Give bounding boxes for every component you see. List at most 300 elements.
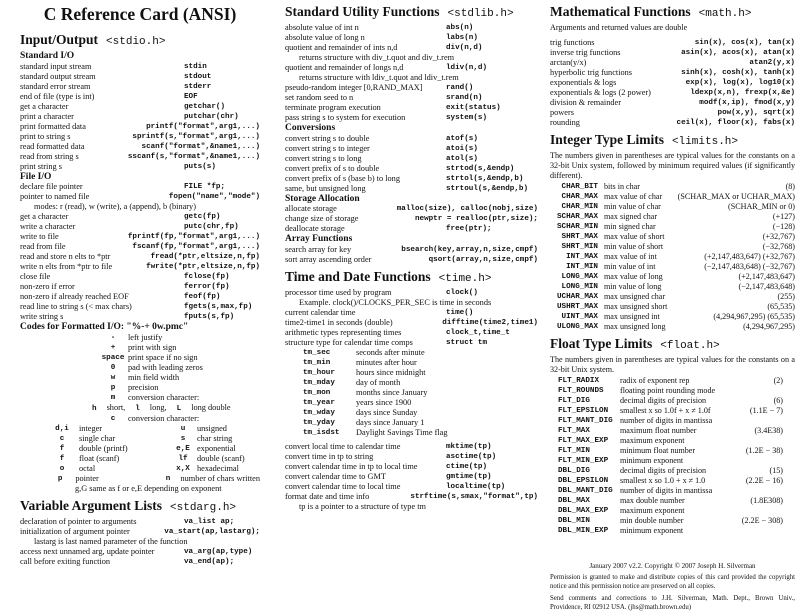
limit-value — [783, 386, 795, 396]
float-limit-row — [550, 496, 795, 506]
row-description: read and store n elts to *ptr — [20, 252, 111, 261]
reference-row — [285, 452, 538, 462]
row-code: puts(s) — [184, 162, 216, 171]
reference-row — [20, 92, 260, 102]
reference-row — [20, 102, 260, 112]
row-code: putchar(chr) — [184, 112, 239, 121]
reference-row — [550, 78, 795, 88]
row-code: fopen("name","mode") — [168, 193, 260, 201]
limit-description: floating point rounding mode — [620, 386, 716, 395]
conversion-description: number of chars written — [180, 473, 260, 483]
limit-value: (4,294,967,295) — [743, 322, 795, 331]
section-title: Time and Date Functions — [285, 268, 431, 284]
limit-value: (2.2E − 16) — [745, 476, 783, 485]
row-description: processor time used by program — [285, 287, 392, 297]
reference-row — [285, 63, 538, 73]
row-code: atan2(y,x) — [749, 59, 795, 67]
copyright-line: January 2007 v2.2. Copyright © 2007 Joseph H. Silverman — [589, 562, 756, 570]
row-description: pseudo-random integer [0,RAND_MAX] — [285, 83, 423, 92]
format-flag-row — [20, 353, 260, 363]
reference-row — [285, 288, 538, 298]
row-description: absolute value of int n — [285, 23, 359, 32]
row-code: qsort(array,n,size,cmpf) — [428, 255, 538, 264]
row-description: convert time in tp to string — [285, 451, 374, 461]
reference-row — [20, 192, 260, 202]
reference-row — [285, 23, 538, 33]
conversion-char: u — [180, 424, 186, 433]
format-flag-row — [20, 363, 260, 373]
length-modifier: L — [176, 404, 182, 413]
column-left — [20, 0, 260, 567]
row-description: call before exiting function — [20, 556, 111, 566]
row-code: free(ptr); — [446, 225, 492, 233]
flag-description: pad with leading zeros — [128, 362, 203, 372]
row-description: convert calendar time to local time — [285, 481, 401, 491]
row-description: convert local time to calendar time — [285, 441, 401, 451]
reference-row — [550, 58, 795, 68]
row-description: print to string s — [20, 131, 71, 141]
flag-symbol: w — [110, 373, 116, 382]
format-flag-row — [20, 414, 260, 424]
tm-field-name: tm_yday — [303, 418, 335, 427]
row-description: declare file pointer — [20, 182, 83, 191]
limit-description: min double number — [620, 516, 684, 525]
row-description: structure type for calendar time comps — [285, 337, 413, 347]
reference-row — [550, 108, 795, 118]
limit-row — [550, 322, 795, 332]
row-code: system(s) — [446, 114, 488, 122]
row-code: newptr = realloc(ptr,size); — [414, 215, 538, 223]
limit-description: smallest x so 1.0 + x ≠ 1.0 — [620, 476, 706, 485]
limit-constant: CHAR_BIT — [561, 183, 598, 191]
row-description: absolute value of long n — [285, 33, 365, 42]
tm-field-description: months since January — [356, 387, 428, 397]
row-description: write n elts from *ptr to file — [20, 262, 113, 271]
limit-constant: FLT_MANT_DIG — [558, 417, 613, 425]
limit-constant: ULONG_MAX — [556, 323, 598, 331]
section-heading — [550, 132, 795, 148]
row-description: convert prefix of s to double — [285, 163, 380, 173]
reference-row — [20, 557, 260, 567]
row-code: difftime(time2,time1) — [442, 318, 538, 327]
limit-value — [783, 416, 795, 426]
conversion-description: double (scanf) — [197, 453, 245, 463]
conversion-description: unsigned — [197, 423, 227, 433]
reference-row — [20, 547, 260, 557]
row-description: close file — [20, 272, 51, 281]
limit-constant: DBL_EPSILON — [558, 477, 609, 485]
reference-row — [20, 262, 260, 272]
reference-row — [285, 224, 538, 234]
limit-description: max value of int — [604, 252, 657, 261]
reference-row — [285, 134, 538, 144]
limit-description: smallest x so 1.0f + x ≠ 1.0f — [620, 406, 711, 415]
reference-row — [20, 312, 260, 322]
tm-field-name: tm_mday — [303, 378, 335, 387]
float-limit-row — [550, 526, 795, 536]
reference-row — [285, 338, 538, 348]
tm-field-row — [285, 358, 538, 368]
row-description: inverse trig functions — [550, 48, 621, 57]
row-code: strtod(s,&endp) — [446, 164, 515, 173]
row-description: get a character — [20, 101, 69, 111]
conversion-char: d,i — [55, 424, 69, 433]
footer-note: Send comments and corrections to J.H. Silverman, Math. Dept., Brown Univ., Providence, RI 02912 USA. (jhs@math.brown.edu) — [550, 595, 795, 611]
paragraph: Arguments and returned values are double — [550, 23, 688, 32]
row-description: access next unnamed arg, update pointer — [20, 546, 155, 556]
row-code: clock() — [446, 288, 478, 297]
limit-row — [550, 222, 795, 232]
tm-field-description: seconds after minute — [356, 347, 425, 357]
reference-row — [20, 152, 260, 162]
reference-row — [20, 242, 260, 252]
float-limit-row — [550, 516, 795, 526]
row-description: print string s — [20, 161, 62, 171]
reference-row — [285, 184, 538, 194]
reference-row — [285, 43, 538, 53]
section-heading — [285, 4, 538, 20]
row-description: declaration of pointer to arguments — [20, 516, 137, 526]
limit-value — [783, 486, 795, 496]
limit-description: bits in char — [604, 182, 640, 191]
row-code: fscanf(fp,"format",arg1,...) — [132, 243, 260, 251]
limit-description: maximum exponent — [620, 506, 685, 515]
conversion-description: pointer — [75, 473, 99, 483]
flag-symbol: p — [110, 383, 116, 392]
row-code: time() — [446, 308, 474, 317]
conversion-char: p — [57, 474, 63, 483]
limit-description: max value of long — [604, 272, 663, 281]
reference-row — [285, 308, 538, 318]
reference-row — [20, 282, 260, 292]
row-code: localtime(tp) — [446, 482, 506, 491]
subsection-heading: File I/O — [20, 171, 52, 182]
row-description: pointer to named file — [20, 192, 90, 201]
row-code: feof(fp) — [184, 293, 221, 301]
row-description: standard output stream — [20, 71, 96, 81]
row-code: exp(x), log(x), log10(x) — [685, 79, 795, 87]
row-description: arithmetic types representing times — [285, 327, 402, 337]
conversion-char: e,E — [176, 444, 190, 453]
conversion-char: f — [59, 444, 65, 453]
reference-row — [20, 182, 260, 192]
row-code: atol(s) — [446, 154, 478, 163]
tm-field-row — [285, 428, 538, 438]
reference-row — [550, 118, 795, 128]
limit-description: minimum float number — [620, 446, 696, 455]
limit-constant: FLT_DIG — [558, 397, 590, 405]
conversion-char: o — [59, 464, 65, 473]
row-code: fgets(s,max,fp) — [184, 303, 253, 311]
float-limit-row — [550, 436, 795, 446]
flag-description: precision — [128, 382, 159, 392]
limit-row — [550, 182, 795, 192]
tm-field-name: tm_mon — [303, 388, 331, 397]
float-limit-row — [550, 506, 795, 516]
row-code: strtoul(s,&endp,b) — [446, 184, 529, 193]
limit-description: number of digits in mantissa — [620, 416, 713, 425]
limit-value: (1.1E − 7) — [749, 406, 783, 415]
limit-value: (3.4E38) — [754, 426, 783, 435]
reference-row — [285, 93, 538, 103]
limit-description: min value of long — [604, 282, 662, 291]
section-title: Mathematical Functions — [550, 4, 691, 19]
limit-constant: CHAR_MAX — [561, 193, 598, 201]
row-description: hyperbolic trig functions — [550, 68, 633, 77]
length-modifier: long, — [149, 402, 167, 412]
reference-row — [550, 48, 795, 58]
limit-description: max unsigned long — [604, 322, 666, 331]
conversion-description: octal — [79, 463, 96, 473]
float-limit-row — [550, 416, 795, 426]
flag-symbol: 0 — [110, 363, 116, 372]
limit-constant: USHRT_MAX — [556, 303, 598, 311]
reference-row — [285, 214, 538, 224]
limit-value: (1.2E − 38) — [745, 446, 783, 455]
row-description: quotient and remainder of ints n,d — [285, 43, 398, 52]
row-description: print formatted data — [20, 121, 86, 131]
limit-value: (+32,767) — [762, 232, 795, 241]
reference-row — [20, 72, 260, 82]
row-description: terminate program execution — [285, 103, 381, 112]
reference-row — [20, 82, 260, 92]
limit-value: (+2,147,483,647) (+32,767) — [704, 252, 795, 261]
row-code: ldexp(x,n), frexp(x,&e) — [690, 89, 795, 97]
section-heading — [20, 498, 260, 514]
reference-row — [550, 98, 795, 108]
float-limit-row — [550, 446, 795, 456]
section-heading — [550, 4, 795, 20]
limit-description: min value of char — [604, 202, 661, 211]
float-limit-row — [550, 486, 795, 496]
limit-row — [550, 242, 795, 252]
flag-symbol: space — [101, 353, 125, 362]
conversion-row — [20, 424, 260, 434]
tm-field-name: tm_sec — [303, 348, 331, 357]
row-description: same, but unsigned long — [285, 183, 366, 193]
conversion-char: c — [59, 434, 65, 443]
limit-row — [550, 192, 795, 202]
limit-constant: UINT_MAX — [561, 313, 598, 321]
section-title: Input/Output — [20, 32, 99, 47]
limit-description: min signed char — [604, 222, 656, 231]
row-code: fread(*ptr,eltsize,n,fp) — [150, 253, 260, 261]
row-code: div(n,d) — [446, 44, 483, 52]
float-limit-row — [550, 386, 795, 396]
float-limit-row — [550, 466, 795, 476]
row-description: rounding — [550, 118, 580, 127]
limit-constant: LONG_MAX — [561, 273, 598, 281]
reference-row — [550, 88, 795, 98]
limit-row — [550, 302, 795, 312]
row-code: srand(n) — [446, 94, 483, 102]
limit-constant: FLT_MAX_EXP — [558, 437, 609, 445]
limit-row — [550, 232, 795, 242]
tm-field-row — [285, 348, 538, 358]
conversion-char: x,X — [176, 464, 190, 473]
header-file-name: <stdio.h> — [106, 36, 166, 48]
reference-row — [285, 83, 538, 93]
reference-row — [285, 164, 538, 174]
tm-field-name: tm_hour — [303, 368, 335, 377]
note-line: tp is a pointer to a structure of type tm — [299, 501, 426, 511]
float-limit-row — [550, 456, 795, 466]
limit-value: (SCHAR_MAX or UCHAR_MAX) — [677, 192, 795, 201]
limit-description: max value of char — [604, 192, 663, 201]
row-code: getchar() — [184, 102, 226, 111]
reference-row — [285, 462, 538, 472]
limit-value: (2) — [773, 376, 783, 385]
paragraph: The numbers given in parentheses are typical values for the constants on a 32-bit Unix system. — [550, 355, 795, 374]
reference-row — [550, 38, 795, 48]
conversion-char: lf — [178, 454, 188, 463]
reference-row — [20, 212, 260, 222]
footer-note: Permission is granted to make and distribute copies of this card provided the copyright notice and this permission notice are preserved on all copies. — [550, 574, 795, 590]
tm-field-name: tm_isdst — [303, 428, 340, 437]
conversion-char: s — [180, 434, 186, 443]
row-code: bsearch(key,array,n,size,cmpf) — [401, 245, 538, 254]
header-file-name: <float.h> — [660, 340, 720, 352]
row-code: fputs(s,fp) — [184, 313, 235, 321]
row-code: exit(status) — [446, 104, 501, 112]
limit-value: (15) — [769, 466, 783, 475]
note-line: lastarg is last named parameter of the function — [34, 536, 188, 546]
reference-row — [20, 252, 260, 262]
limit-value — [783, 436, 795, 446]
limit-value: (8) — [785, 182, 795, 191]
limit-description: maximum exponent — [620, 436, 685, 445]
row-description: non-zero if error — [20, 282, 75, 291]
row-code: stdin — [184, 62, 207, 71]
row-description: standard error stream — [20, 81, 91, 91]
limit-constant: INT_MAX — [566, 253, 598, 261]
limit-description: max unsigned short — [604, 302, 668, 311]
tm-field-description: Daylight Savings Time flag — [356, 427, 448, 437]
limit-value: (2.2E − 308) — [741, 516, 783, 525]
row-code: stdout — [184, 72, 212, 81]
format-flag-row — [20, 373, 260, 383]
row-description: division & remainder — [550, 98, 621, 107]
limit-constant: FLT_MIN — [558, 447, 590, 455]
row-code: sscanf(s,"format",&name1,...) — [127, 152, 260, 161]
row-description: search array for key — [285, 244, 352, 254]
row-description: write string s — [20, 312, 64, 321]
reference-row — [20, 232, 260, 242]
section-heading — [550, 336, 795, 352]
reference-row — [285, 103, 538, 113]
limit-constant: FLT_MIN_EXP — [558, 457, 609, 465]
row-code: atoi(s) — [446, 144, 478, 153]
limit-row — [550, 282, 795, 292]
limit-description: minimum exponent — [620, 526, 684, 535]
flag-description: min field width — [128, 372, 180, 382]
tm-field-name: tm_wday — [303, 408, 335, 417]
limit-row — [550, 262, 795, 272]
column-middle — [285, 0, 538, 512]
limit-constant: FLT_EPSILON — [558, 407, 609, 415]
row-code: clock_t,time_t — [446, 328, 510, 337]
section-heading — [20, 32, 260, 48]
row-description: exponentials & logs — [550, 78, 617, 87]
subsection-heading: Storage Allocation — [285, 193, 360, 204]
row-code: ldiv(n,d) — [446, 64, 488, 72]
reference-row — [20, 517, 260, 527]
limit-description: min value of short — [604, 242, 664, 251]
row-description: non-zero if already reached EOF — [20, 292, 129, 301]
format-flag-row — [20, 343, 260, 353]
conversion-description: hexadecimal — [197, 463, 239, 473]
row-description: exponentials & logs (2 power) — [550, 88, 651, 97]
limit-constant: DBL_MANT_DIG — [558, 487, 613, 495]
row-code: EOF — [184, 92, 198, 101]
row-code: fclose(fp) — [184, 273, 230, 281]
limit-value: (−32,768) — [762, 242, 795, 251]
limit-value — [783, 526, 795, 536]
limit-description: max signed char — [604, 212, 658, 221]
row-description: convert string s to long — [285, 153, 362, 163]
reference-row — [20, 142, 260, 152]
conversion-char: n — [165, 474, 171, 483]
note-line: returns structure with ldiv_t.quot and ldiv_t.rem — [299, 73, 459, 82]
reference-row — [20, 162, 260, 172]
float-limit-row — [550, 476, 795, 486]
row-description: read from file — [20, 242, 66, 251]
row-description: arctan(y/x) — [550, 58, 587, 67]
column-right — [550, 0, 795, 612]
row-code: va_list ap; — [184, 517, 235, 526]
limit-description: maximum float number — [620, 426, 697, 435]
length-modifier: short, — [106, 402, 126, 412]
row-description: trig functions — [550, 38, 595, 47]
flag-description: print with sign — [128, 342, 177, 352]
flag-symbol: + — [110, 343, 116, 352]
row-description: write a character — [20, 222, 76, 231]
flag-description: print space if no sign — [128, 352, 198, 362]
row-description: deallocate storage — [285, 224, 345, 233]
length-modifier: l — [135, 404, 140, 413]
length-modifier-row — [20, 403, 260, 414]
float-limit-row — [550, 406, 795, 416]
note-line: modes: r (read), w (write), a (append), b (binary) — [34, 202, 196, 211]
reference-row — [20, 222, 260, 232]
limit-constant: SHRT_MAX — [561, 233, 598, 241]
reference-row — [20, 112, 260, 122]
tm-field-row — [285, 408, 538, 418]
limit-constant: DBL_MIN_EXP — [558, 527, 609, 535]
float-limit-row — [550, 376, 795, 386]
row-description: current calendar time — [285, 307, 356, 317]
limit-constant: INT_MIN — [566, 263, 598, 271]
note-line: g,G same as f or e,E depending on exponent — [75, 483, 222, 493]
limit-value: (−2,147,483,648) (−32,767) — [704, 262, 795, 271]
row-code: va_arg(ap,type) — [184, 547, 253, 556]
row-description: read formatted data — [20, 141, 85, 151]
limit-constant: DBL_DIG — [558, 467, 590, 475]
limit-description: decimal digits of precision — [620, 396, 707, 405]
tm-field-row — [285, 378, 538, 388]
row-code: gmtime(tp) — [446, 472, 492, 481]
limit-value — [783, 456, 795, 466]
row-code: malloc(size), calloc(nobj,size) — [396, 205, 538, 213]
row-code: va_end(ap); — [184, 557, 235, 566]
row-code: printf("format",arg1,...) — [146, 122, 260, 131]
row-description: end of file (type is int) — [20, 91, 95, 101]
paragraph: The numbers given in parentheses are typical values for the constants on a 32-bit Unix system, followed by minimum required values (if significantly different). — [550, 151, 795, 180]
row-code: modf(x,ip), fmod(x,y) — [699, 99, 795, 107]
limit-constant: FLT_ROUNDS — [558, 387, 604, 395]
reference-row — [285, 255, 538, 265]
reference-row — [285, 245, 538, 255]
